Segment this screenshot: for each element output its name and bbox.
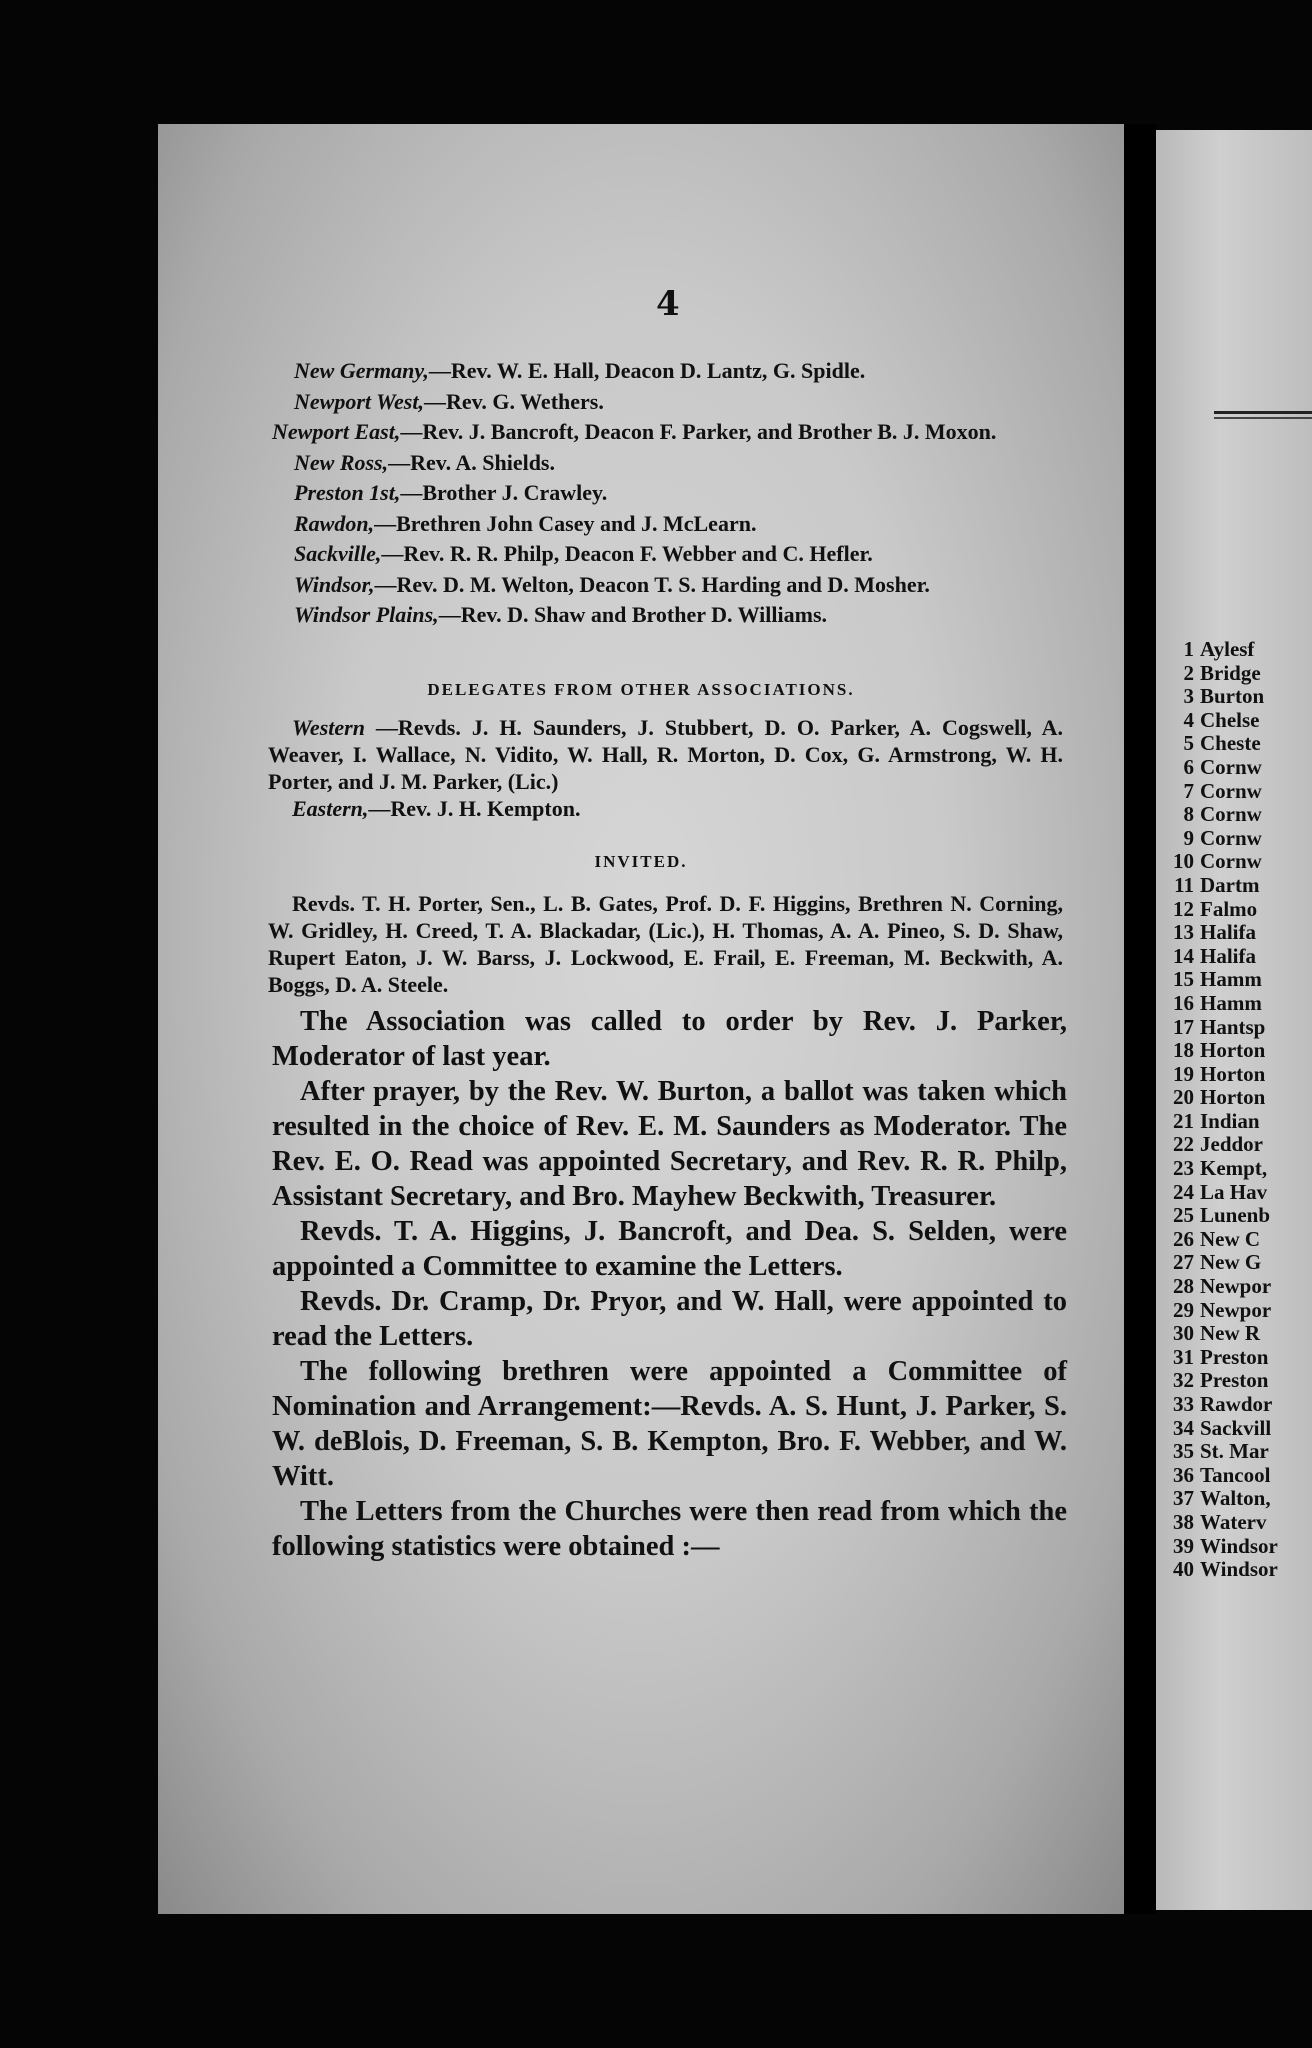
church-name: Rawdon, <box>294 510 375 536</box>
rule-line <box>1214 417 1312 419</box>
minutes-paragraph: After prayer, by the Rev. W. Burton, a ballot was taken which resulted in the choice of Rev. E. M. Saunders as Moderator. The Rev. E. O. Read was appointed Secretary, and Rev. R. R. Philp, Assistant Secretary, and Bro. Mayhew Beckwith, Treasurer. <box>272 1076 1067 1212</box>
church-number: 17 <box>1173 1014 1194 1039</box>
church-list-item <box>1164 1299 1278 1323</box>
minutes-text <box>272 1004 1067 1564</box>
invited-block <box>268 890 1063 998</box>
church-name-fragment: St. Mar <box>1200 1439 1269 1464</box>
delegate-names: —Rev. D. M. Welton, Deacon T. S. Harding and D. Mosher. <box>374 571 930 597</box>
church-name: Newport West, <box>294 388 424 414</box>
church-name-fragment: Halifa <box>1200 920 1256 945</box>
church-name: Windsor Plains, <box>294 602 439 627</box>
church-list-item <box>1164 709 1278 733</box>
church-name-fragment: Windsor <box>1200 1533 1278 1558</box>
church-name-fragment: Waterv <box>1200 1509 1267 1534</box>
church-number: 33 <box>1173 1392 1194 1416</box>
church-name-fragment: Lunenb <box>1200 1203 1271 1228</box>
delegate-entry <box>278 356 1078 387</box>
minutes-paragraph: Revds. Dr. Cramp, Dr. Pryor, and W. Hall, were appointed to read the Letters. <box>272 1286 1067 1352</box>
church-number: 21 <box>1173 1108 1194 1133</box>
book-gutter <box>1124 124 1156 1914</box>
church-name-fragment: Dartm <box>1200 872 1260 897</box>
church-name-fragment: Chelse <box>1200 707 1260 732</box>
church-list-item <box>1164 685 1278 709</box>
delegate-entry <box>278 600 1078 631</box>
western-label: Western <box>292 715 365 740</box>
church-name-fragment: Cornw <box>1200 825 1262 850</box>
church-list-item <box>1164 1063 1278 1087</box>
church-name-fragment: Falmo <box>1200 896 1258 921</box>
church-name-fragment: Cornw <box>1200 849 1262 874</box>
church-list-item <box>1164 1487 1278 1511</box>
delegate-names: —Rev. R. R. Philp, Deacon F. Webber and C. Hefler. <box>381 541 873 566</box>
church-number: 27 <box>1173 1250 1194 1275</box>
delegate-names: —Rev. G. Wethers. <box>423 388 604 414</box>
minutes-paragraph: The Association was called to order by Rev. J. Parker, Moderator of last year. <box>272 1006 1067 1072</box>
church-name-fragment: Cornw <box>1200 754 1262 779</box>
church-list-item <box>1164 756 1278 780</box>
church-name-fragment: Tancool <box>1200 1462 1271 1487</box>
eastern-entry <box>268 795 1063 822</box>
church-name-fragment: Cheste <box>1200 731 1261 756</box>
church-name-fragment: Horton <box>1200 1038 1266 1063</box>
church-list-item <box>1164 1228 1278 1252</box>
church-name-fragment: Preston <box>1200 1368 1269 1393</box>
church-list-item <box>1164 992 1278 1016</box>
church-name-fragment: Hantsp <box>1200 1014 1266 1039</box>
church-name-fragment: Cornw <box>1200 778 1262 803</box>
church-number: 30 <box>1173 1321 1194 1346</box>
church-number: 28 <box>1173 1274 1194 1299</box>
church-number: 38 <box>1173 1509 1194 1534</box>
church-name-fragment: New C <box>1200 1226 1261 1251</box>
church-name-fragment: Indian <box>1200 1108 1260 1133</box>
church-name-fragment: Rawdor <box>1200 1392 1273 1416</box>
church-list-item <box>1164 1157 1278 1181</box>
left-page <box>158 124 1124 1914</box>
church-number: 40 <box>1173 1557 1194 1582</box>
church-name: Sackville, <box>294 541 382 566</box>
church-number: 2 <box>1183 660 1194 685</box>
church-name-fragment: Kempt, <box>1200 1156 1268 1181</box>
church-number: 5 <box>1183 731 1194 756</box>
church-list-item <box>1164 732 1278 756</box>
delegate-names: —Rev. A. Shields. <box>388 449 555 475</box>
church-list-item <box>1164 1464 1278 1488</box>
church-name: New Ross, <box>294 449 389 475</box>
church-number: 35 <box>1173 1439 1194 1464</box>
western-names: —Revds. J. H. Saunders, J. Stubbert, D. O. Parker, A. Cogswell, A. Weaver, I. Wallace, N. Vidito, W. Hall, R. Morton, D. Cox, G. Armstrong, W. H. Porter, and J. M. Parker, (Lic.) <box>268 715 1063 794</box>
right-page-fragment <box>1156 130 1312 1910</box>
church-list-item <box>1164 1393 1278 1417</box>
invited-text: Revds. T. H. Porter, Sen., L. B. Gates, Prof. D. F. Higgins, Brethren N. Corning, W. Gridley, H. Creed, T. A. Blackadar, (Lic.), H. Thomas, A. A. Pineo, S. D. Shaw, Rupert Eaton, J. W. Barss, J. Lockwood, E. Frail, E. Freeman, M. Beckwith, A. Boggs, D. A. Steele. <box>268 891 1063 997</box>
church-list-item <box>1164 1275 1278 1299</box>
church-number: 11 <box>1174 872 1194 897</box>
eastern-names: —Rev. J. H. Kempton. <box>368 796 581 821</box>
church-list-item <box>1164 1346 1278 1370</box>
church-number: 37 <box>1173 1486 1194 1511</box>
church-name-fragment: Jeddor <box>1200 1132 1263 1157</box>
church-list-item <box>1164 874 1278 898</box>
church-name-fragment: Cornw <box>1200 802 1262 827</box>
church-name-fragment: New G <box>1200 1250 1262 1275</box>
delegates-heading: DELEGATES FROM OTHER ASSOCIATIONS. <box>427 680 855 699</box>
church-name-fragment: Windsor <box>1200 1557 1278 1582</box>
church-list-item <box>1164 662 1278 686</box>
church-list-item <box>1164 1016 1278 1040</box>
church-number: 25 <box>1173 1203 1194 1228</box>
church-name-fragment: Hamm <box>1200 967 1262 992</box>
church-list-item <box>1164 803 1278 827</box>
church-list-item <box>1164 968 1278 992</box>
invited-heading: INVITED. <box>594 852 688 871</box>
delegate-entry <box>278 539 1078 570</box>
delegate-names: —Brother J. Crawley. <box>400 480 608 505</box>
rule-line <box>1214 411 1312 414</box>
church-number: 10 <box>1173 849 1194 874</box>
delegate-entry <box>278 387 1078 418</box>
church-list-item <box>1164 1251 1278 1275</box>
church-list-item <box>1164 1417 1278 1441</box>
church-number: 20 <box>1173 1085 1194 1110</box>
delegate-entry <box>278 570 1078 601</box>
church-number: 14 <box>1173 943 1194 968</box>
church-number: 39 <box>1173 1533 1194 1558</box>
delegate-names: —Brethren John Casey and J. McLearn. <box>374 510 757 536</box>
church-number: 6 <box>1183 754 1194 779</box>
church-name-fragment: Burton <box>1200 684 1265 709</box>
church-list-item <box>1164 1511 1278 1535</box>
church-number: 34 <box>1173 1415 1194 1440</box>
church-name: Preston 1st, <box>294 480 401 505</box>
church-name: Newport East, <box>272 419 401 444</box>
church-list-item <box>1164 1204 1278 1228</box>
church-number: 13 <box>1173 920 1194 945</box>
church-name-fragment: Newpor <box>1200 1274 1272 1299</box>
church-name-fragment: Halifa <box>1200 943 1256 968</box>
church-list-item <box>1164 1535 1278 1559</box>
church-name-fragment: Hamm <box>1200 990 1262 1015</box>
delegate-names: —Rev. D. Shaw and Brother D. Williams. <box>438 602 828 627</box>
church-list-item <box>1164 1110 1278 1134</box>
delegate-entry <box>278 478 1078 509</box>
church-name-fragment: Newpor <box>1200 1297 1272 1322</box>
church-number: 7 <box>1183 778 1194 803</box>
church-number: 29 <box>1173 1297 1194 1322</box>
church-number: 36 <box>1173 1462 1194 1487</box>
church-number: 22 <box>1173 1132 1194 1157</box>
church-name-fragment: Bridge <box>1200 660 1261 685</box>
delegate-names: —Rev. W. E. Hall, Deacon D. Lantz, G. Spidle. <box>428 358 866 383</box>
church-number: 8 <box>1183 802 1194 827</box>
church-list-item <box>1164 945 1278 969</box>
church-number: 19 <box>1173 1061 1194 1086</box>
church-name-fragment: Horton <box>1200 1085 1266 1110</box>
church-list-item <box>1164 1181 1278 1205</box>
other-associations-block <box>268 714 1063 822</box>
delegate-entry <box>278 448 1078 479</box>
church-name-fragment: Horton <box>1200 1061 1266 1086</box>
church-number: 24 <box>1173 1179 1194 1204</box>
church-number: 32 <box>1173 1368 1194 1393</box>
church-list-item <box>1164 850 1278 874</box>
church-name-fragment: Walton, <box>1200 1486 1271 1511</box>
church-list-item <box>1164 1039 1278 1063</box>
eastern-label: Eastern, <box>292 796 369 821</box>
church-number: 26 <box>1173 1226 1194 1251</box>
church-name: New Germany, <box>294 358 429 383</box>
minutes-paragraph: The Letters from the Churches were then read from which the following statistics were obtained :— <box>272 1496 1067 1562</box>
church-number: 18 <box>1173 1038 1194 1063</box>
church-name-fragment: La Hav <box>1200 1179 1268 1204</box>
church-number: 1 <box>1183 637 1194 661</box>
church-list-item <box>1164 898 1278 922</box>
church-number: 4 <box>1183 707 1194 732</box>
church-name-fragment: Sackvill <box>1200 1415 1272 1440</box>
minutes-paragraph: The following brethren were appointed a Committee of Nomination and Arrangement:—Revds. A. S. Hunt, J. Parker, S. W. deBlois, D. Freeman, S. B. Kempton, Bro. F. Webber, and W. Witt. <box>272 1356 1067 1492</box>
church-name-fragment: New R <box>1200 1321 1261 1346</box>
church-number: 31 <box>1173 1344 1194 1369</box>
church-name-fragment: Aylesf <box>1200 637 1255 661</box>
delegate-names: —Rev. J. Bancroft, Deacon F. Parker, and Brother B. J. Moxon. <box>400 419 997 444</box>
church-list-item <box>1164 1133 1278 1157</box>
church-list-item <box>1164 780 1278 804</box>
church-list-item <box>1164 1322 1278 1346</box>
church-list-item <box>1164 1440 1278 1464</box>
church-list-item <box>1164 921 1278 945</box>
church-list-item <box>1164 638 1278 662</box>
church-number-list <box>1164 638 1278 1582</box>
page-number: 4 <box>656 284 680 324</box>
church-number: 3 <box>1183 684 1194 709</box>
church-number: 16 <box>1173 990 1194 1015</box>
delegate-entry <box>256 417 1056 448</box>
church-name-fragment: Preston <box>1200 1344 1269 1369</box>
church-number: 12 <box>1173 896 1194 921</box>
church-name: Windsor, <box>294 571 375 597</box>
church-number: 15 <box>1173 967 1194 992</box>
minutes-paragraph: Revds. T. A. Higgins, J. Bancroft, and Dea. S. Selden, were appointed a Committee to examine the Letters. <box>272 1216 1067 1282</box>
delegate-entry <box>278 509 1078 540</box>
church-list-item <box>1164 1369 1278 1393</box>
church-delegate-list <box>272 356 1078 631</box>
church-number: 23 <box>1173 1156 1194 1181</box>
church-number: 9 <box>1183 825 1194 850</box>
church-list-item <box>1164 1558 1278 1582</box>
church-list-item <box>1164 827 1278 851</box>
church-list-item <box>1164 1086 1278 1110</box>
western-entry <box>268 714 1063 795</box>
